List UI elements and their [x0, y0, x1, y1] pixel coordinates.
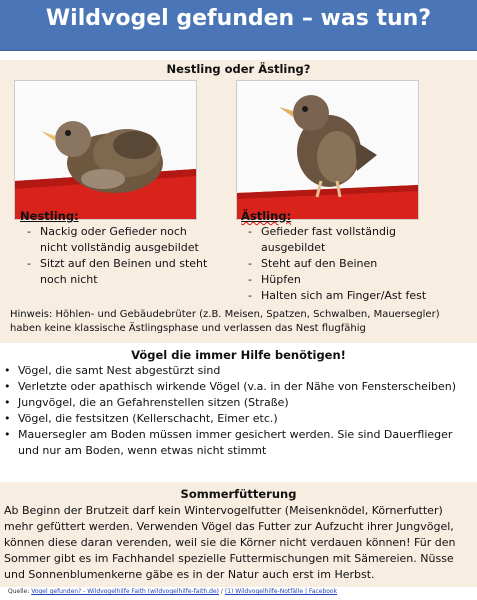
hint-text: Hinweis: Höhlen- und Gebäudebrüter (z.B. Meisen, Spatzen, Schwalben, Mauersegler) haben keine klassische Ästlingsphase und verlassen das Nest flugfähig — [10, 309, 440, 334]
aestling-photo — [236, 80, 419, 220]
list-item: • Verletzte oder apathisch wirkende Vögel (v.a. in der Nähe von Fensterscheiben) — [0, 379, 477, 395]
list-item: • Vögel, die festsitzen (Kellerschacht, Eimer etc.) — [0, 411, 477, 427]
list-item: • Vögel, die samt Nest abgestürzt sind — [0, 363, 477, 379]
list-item: - Nackig oder Gefieder noch nicht vollständig ausgebildet — [20, 224, 210, 256]
list-item: • Jungvögel, die an Gefahrenstellen sitzen (Straße) — [0, 395, 477, 411]
summer-feeding-panel — [0, 482, 477, 587]
list-item: - Sitzt auf den Beinen und steht noch nicht — [20, 256, 210, 288]
help-list — [0, 363, 477, 459]
aestling-column — [241, 208, 461, 304]
page-title: Wildvogel gefunden – was tun? — [45, 6, 432, 31]
help-section — [0, 347, 477, 459]
source-link-website[interactable]: Vogel gefunden? - Wildvogelhilfe Faith (wildvogelhilfe-faith.de) — [31, 588, 219, 595]
summer-text: Ab Beginn der Brutzeit darf kein Wintervogelfutter (Meisenknödel, Körnerfutter) mehr gefüttert werden. Verwenden Vögel das Futter zur Aufzucht ihrer Jungvögel, können diese daran verenden, weil sie die Körner nicht verdauen können! Für den Sommer gibt es im Fachhandel spezielle Futtermischungen mit Sämereien. Nüsse und Sonnenblumenkerne gäbe es in der Natur auch erst im Herbst. — [4, 504, 456, 581]
nestling-photo — [14, 80, 197, 220]
source-separator: / — [220, 588, 223, 595]
source-link-facebook[interactable]: (1) Wildvogelhilfe-Notfälle | Facebook — [224, 588, 338, 595]
nestling-aestling-panel — [0, 60, 477, 343]
section-title-help: Vögel die immer Hilfe benötigen! — [131, 348, 346, 362]
source-line — [8, 588, 337, 596]
nestling-column — [20, 208, 210, 288]
list-item: - Hüpfen — [241, 272, 461, 288]
title-banner — [0, 0, 477, 51]
nestling-heading: Nestling: — [20, 209, 79, 223]
list-item: - Gefieder fast vollständig ausgebildet — [241, 224, 461, 256]
aestling-list — [241, 224, 461, 304]
list-item: - Steht auf den Beinen — [241, 256, 461, 272]
section-title-nestling: Nestling oder Ästling? — [166, 62, 311, 76]
section-title-summer: Sommerfütterung — [180, 487, 297, 501]
list-item: • Mauersegler am Boden müssen immer gesichert werden. Sie sind Dauerflieger und nur am Boden, wenn etwas nicht stimmt — [0, 427, 477, 459]
source-label: Quelle: — [8, 588, 30, 595]
list-item: - Halten sich am Finger/Ast fest — [241, 288, 461, 304]
aestling-heading: Ästling: — [241, 209, 292, 223]
nestling-list — [20, 224, 210, 288]
